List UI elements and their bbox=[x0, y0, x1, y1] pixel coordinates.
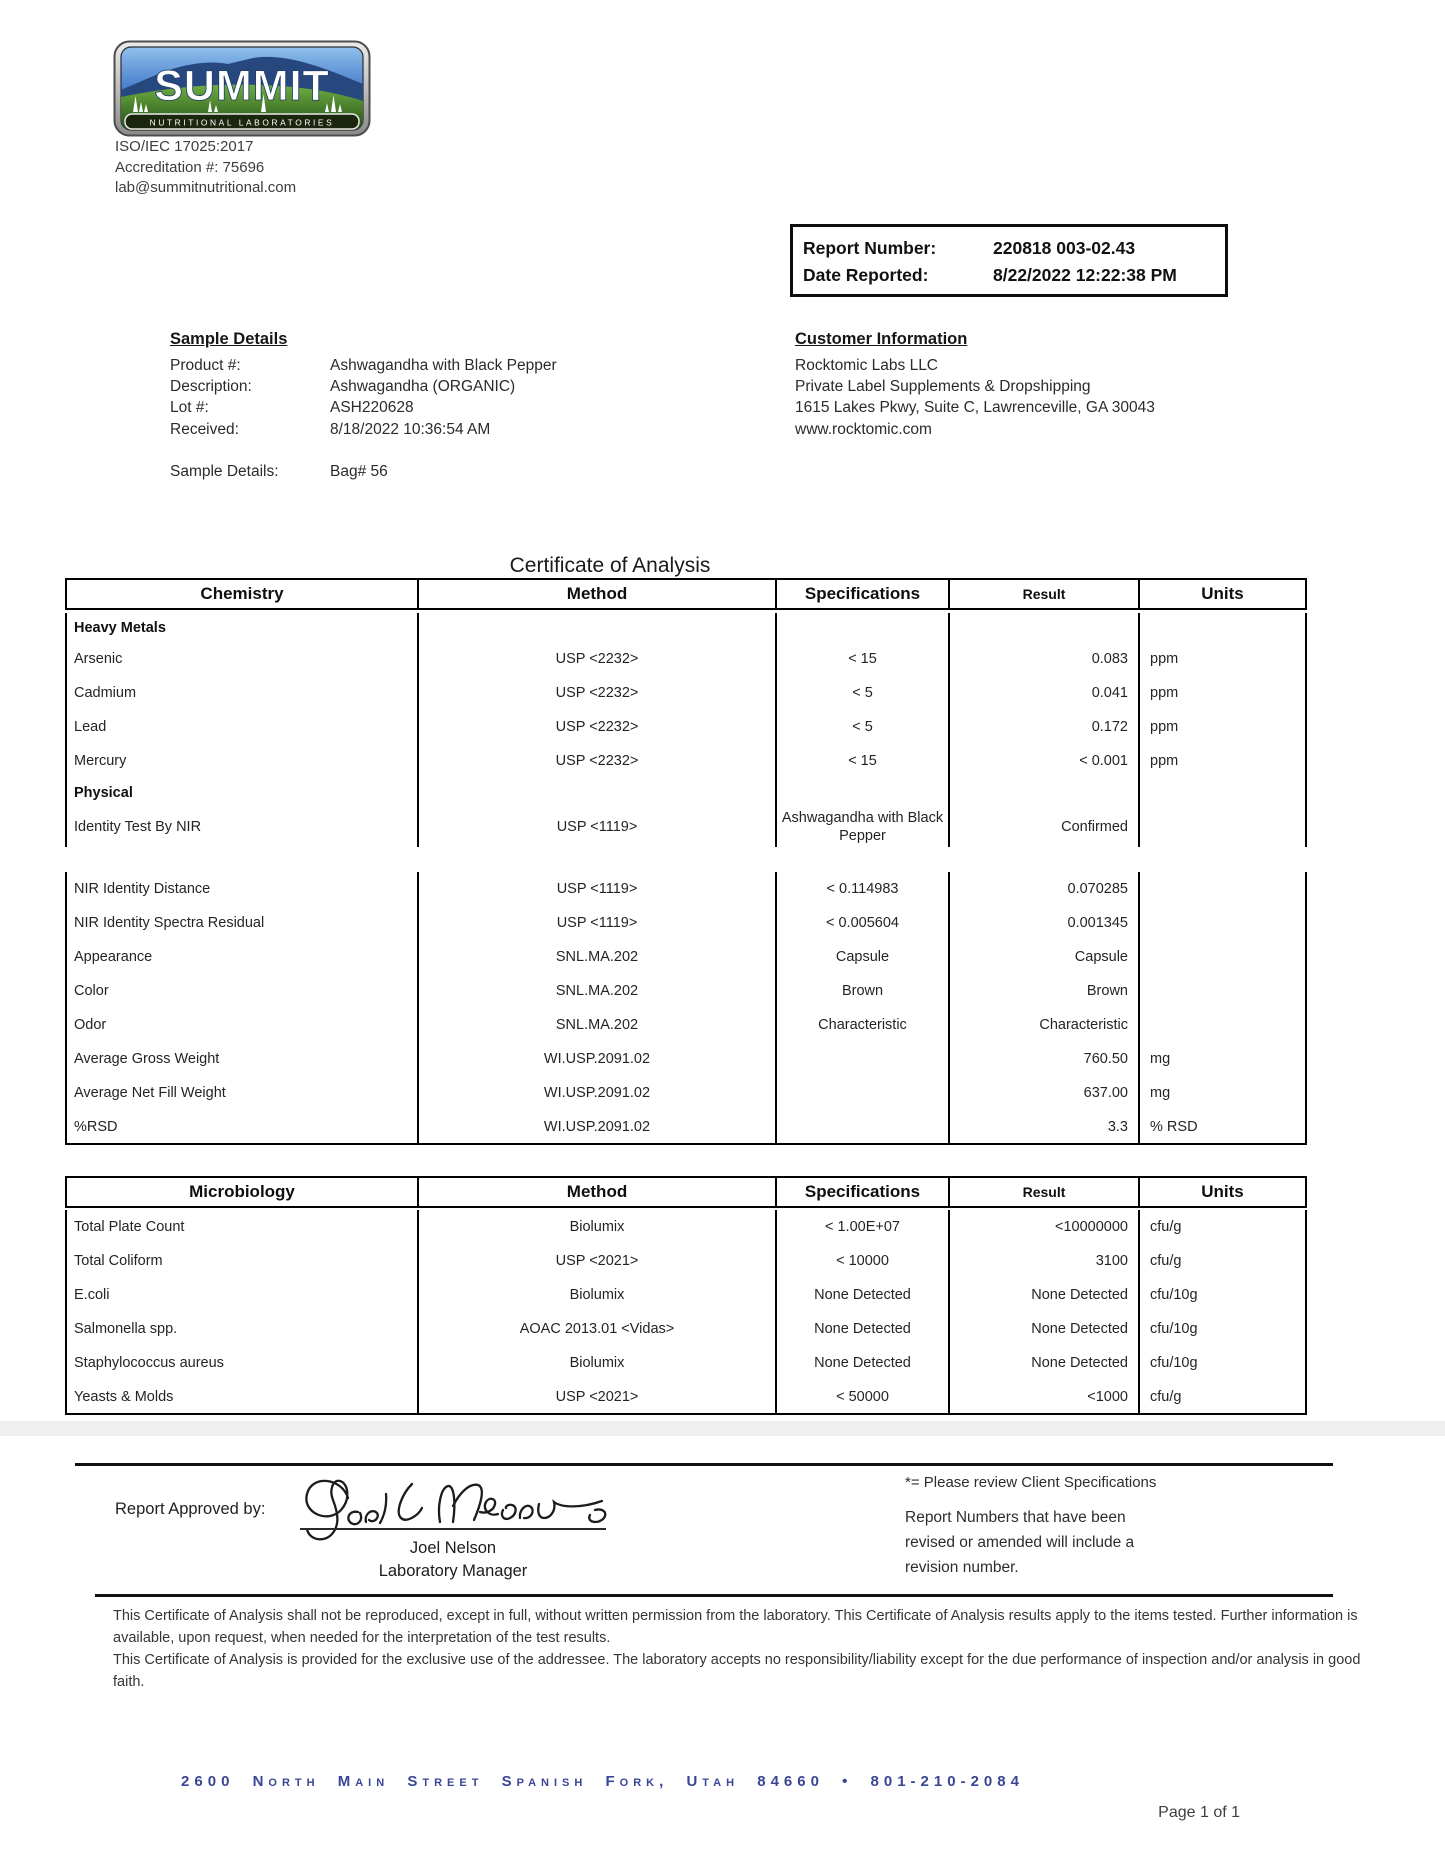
signatory-title: Laboratory Manager bbox=[378, 1562, 528, 1580]
table-row bbox=[66, 710, 1306, 744]
cell-name: Color bbox=[66, 974, 418, 1008]
table-row bbox=[66, 1210, 1306, 1244]
cell-units: ppm bbox=[1139, 642, 1306, 676]
sample-details-label: Sample Details: bbox=[170, 463, 279, 480]
table-row bbox=[66, 1380, 1306, 1414]
cell-result: 0.001345 bbox=[949, 906, 1139, 940]
cell-spec: < 0.114983 bbox=[776, 872, 949, 906]
chemistry-table-header bbox=[65, 578, 1307, 610]
cell-result: <1000 bbox=[949, 1380, 1139, 1414]
logo-title-text: SUMMIT bbox=[154, 62, 330, 110]
sample-detail-row bbox=[170, 397, 730, 418]
cell-result: None Detected bbox=[949, 1346, 1139, 1380]
cell-method: USP <1119> bbox=[418, 906, 776, 940]
page-title: Certificate of Analysis bbox=[509, 554, 711, 577]
cell-units: cfu/g bbox=[1139, 1380, 1306, 1414]
cell-spec bbox=[776, 1110, 949, 1144]
method-header-cell: Method bbox=[418, 1177, 776, 1207]
sample-bag-row bbox=[170, 461, 730, 482]
cell-name: Mercury bbox=[66, 744, 418, 778]
specifications-header-cell: Specifications bbox=[776, 579, 949, 609]
received-value: 8/18/2022 10:36:54 AM bbox=[330, 420, 491, 438]
microbiology-table-header bbox=[65, 1176, 1307, 1208]
cell-name: %RSD bbox=[66, 1110, 418, 1144]
cell-result: <10000000 bbox=[949, 1210, 1139, 1244]
logo-subtitle-text: NUTRITIONAL LABORATORIES bbox=[149, 117, 335, 128]
microbiology-header-row bbox=[66, 1177, 1306, 1207]
cell-units bbox=[1139, 872, 1306, 906]
client-specifications-note: *= Please review Client Specifications bbox=[905, 1474, 1157, 1491]
cell-name: Lead bbox=[66, 710, 418, 744]
cell-units: mg bbox=[1139, 1042, 1306, 1076]
table-row bbox=[66, 1278, 1306, 1312]
cell-units: cfu/g bbox=[1139, 1210, 1306, 1244]
table-section-row bbox=[66, 613, 1306, 642]
table-row bbox=[66, 807, 1306, 847]
report-info-box bbox=[790, 224, 1228, 297]
cell-spec: < 15 bbox=[776, 744, 949, 778]
customer-information-heading: Customer Information bbox=[795, 330, 968, 348]
sample-detail-row bbox=[170, 376, 730, 397]
cell-units bbox=[1139, 613, 1306, 642]
cell-units: cfu/g bbox=[1139, 1244, 1306, 1278]
lab-address-footer: 2600 North Main Street Spanish Fork, Utah 84660 • 801-210-2084 bbox=[181, 1773, 1024, 1790]
cell-result: 3.3 bbox=[949, 1110, 1139, 1144]
cell-result: Brown bbox=[949, 974, 1139, 1008]
signature-image bbox=[290, 1468, 620, 1546]
cell-method bbox=[418, 613, 776, 642]
microbiology-header-cell: Microbiology bbox=[66, 1177, 418, 1207]
cell-result: 0.083 bbox=[949, 642, 1139, 676]
customer-information-block bbox=[795, 355, 1355, 440]
cell-units bbox=[1139, 1008, 1306, 1042]
cell-method: Biolumix bbox=[418, 1346, 776, 1380]
accreditation-number-line: Accreditation #: 75696 bbox=[115, 159, 265, 176]
cell-method: USP <1119> bbox=[418, 872, 776, 906]
iso-accreditation-line: ISO/IEC 17025:2017 bbox=[115, 138, 254, 155]
signature-line bbox=[300, 1528, 606, 1530]
sample-details-heading: Sample Details bbox=[170, 330, 288, 348]
received-label: Received: bbox=[170, 420, 239, 438]
cell-spec: < 5 bbox=[776, 676, 949, 710]
cell-method: USP <2021> bbox=[418, 1244, 776, 1278]
cell-spec: Brown bbox=[776, 974, 949, 1008]
method-header-cell: Method bbox=[418, 579, 776, 609]
cell-spec: < 10000 bbox=[776, 1244, 949, 1278]
cell-units: % RSD bbox=[1139, 1110, 1306, 1144]
table-row bbox=[66, 1076, 1306, 1110]
table-row bbox=[66, 1346, 1306, 1380]
signatory-name: Joel Nelson bbox=[409, 1539, 497, 1557]
cell-name: Average Gross Weight bbox=[66, 1042, 418, 1076]
cell-result bbox=[949, 613, 1139, 642]
cell-method: USP <2021> bbox=[418, 1380, 776, 1414]
customer-website-line: www.rocktomic.com bbox=[795, 420, 932, 438]
cell-spec bbox=[776, 1042, 949, 1076]
description-value: Ashwagandha (ORGANIC) bbox=[330, 378, 516, 396]
cell-spec: < 15 bbox=[776, 642, 949, 676]
cell-spec bbox=[776, 1076, 949, 1110]
cell-name: Appearance bbox=[66, 940, 418, 974]
table-row bbox=[66, 906, 1306, 940]
table-row bbox=[66, 1110, 1306, 1144]
cell-result: None Detected bbox=[949, 1278, 1139, 1312]
table-row bbox=[66, 1244, 1306, 1278]
units-header-cell: Units bbox=[1139, 1177, 1306, 1207]
cell-spec bbox=[776, 613, 949, 642]
date-reported-value: 8/22/2022 12:22:38 PM bbox=[993, 265, 1177, 285]
signature-top-rule bbox=[75, 1463, 1333, 1466]
cell-units: ppm bbox=[1139, 676, 1306, 710]
cell-method: Biolumix bbox=[418, 1278, 776, 1312]
table-row bbox=[66, 1312, 1306, 1346]
report-approved-by-label: Report Approved by: bbox=[115, 1500, 266, 1518]
cell-method: SNL.MA.202 bbox=[418, 1008, 776, 1042]
revision-note: Report Numbers that have been revised or amended will include a revision number. bbox=[905, 1509, 1135, 1576]
cell-method: USP <1119> bbox=[418, 807, 776, 847]
cell-units: mg bbox=[1139, 1076, 1306, 1110]
customer-name-line: Rocktomic Labs LLC bbox=[795, 357, 939, 374]
cell-result: 0.041 bbox=[949, 676, 1139, 710]
summit-logo bbox=[113, 40, 371, 137]
cell-units bbox=[1139, 906, 1306, 940]
cell-name: Heavy Metals bbox=[66, 613, 418, 642]
chemistry-table-body-1 bbox=[65, 613, 1307, 847]
sample-detail-row bbox=[170, 419, 730, 440]
cell-units bbox=[1139, 778, 1306, 807]
report-number-row bbox=[803, 235, 1225, 262]
sample-detail-row bbox=[170, 355, 730, 376]
cell-name: Arsenic bbox=[66, 642, 418, 676]
table-row bbox=[66, 940, 1306, 974]
cell-method bbox=[418, 778, 776, 807]
table-row bbox=[66, 676, 1306, 710]
cell-units: cfu/10g bbox=[1139, 1346, 1306, 1380]
cell-method: USP <2232> bbox=[418, 744, 776, 778]
cell-method: WI.USP.2091.02 bbox=[418, 1042, 776, 1076]
chemistry-header-row bbox=[66, 579, 1306, 609]
cell-spec: < 1.00E+07 bbox=[776, 1210, 949, 1244]
cell-units bbox=[1139, 807, 1306, 847]
cell-result: 0.172 bbox=[949, 710, 1139, 744]
cell-spec: < 5 bbox=[776, 710, 949, 744]
cell-method: SNL.MA.202 bbox=[418, 940, 776, 974]
cell-result: None Detected bbox=[949, 1312, 1139, 1346]
description-label: Description: bbox=[170, 378, 252, 396]
cell-method: AOAC 2013.01 <Vidas> bbox=[418, 1312, 776, 1346]
cell-name: E.coli bbox=[66, 1278, 418, 1312]
microbiology-table-body bbox=[65, 1210, 1307, 1415]
cell-method: SNL.MA.202 bbox=[418, 974, 776, 1008]
cell-spec: None Detected bbox=[776, 1312, 949, 1346]
cell-name: Odor bbox=[66, 1008, 418, 1042]
cell-spec: Capsule bbox=[776, 940, 949, 974]
date-reported-label: Date Reported: bbox=[803, 265, 929, 285]
cell-method: WI.USP.2091.02 bbox=[418, 1076, 776, 1110]
cell-name: Identity Test By NIR bbox=[66, 807, 418, 847]
cell-name: Total Coliform bbox=[66, 1244, 418, 1278]
cell-spec: < 50000 bbox=[776, 1380, 949, 1414]
product-label: Product #: bbox=[170, 357, 241, 374]
cell-units: ppm bbox=[1139, 744, 1306, 778]
cell-result: 637.00 bbox=[949, 1076, 1139, 1110]
scan-artifact-band bbox=[0, 1421, 1445, 1436]
cell-spec: Ashwagandha with Black Pepper bbox=[776, 807, 949, 847]
cell-result: 0.070285 bbox=[949, 872, 1139, 906]
cell-name: NIR Identity Distance bbox=[66, 872, 418, 906]
result-header-cell: Result bbox=[949, 579, 1139, 609]
disclaimer-paragraph-1: This Certificate of Analysis shall not be reproduced, except in full, without written permission from the laboratory. This Certificate of Analysis results apply to the items tested. Further information is available, upon request, when needed for the interpretation of the test results. bbox=[113, 1608, 1358, 1646]
cell-method: USP <2232> bbox=[418, 642, 776, 676]
table-row bbox=[66, 872, 1306, 906]
sample-details-value: Bag# 56 bbox=[330, 463, 388, 480]
cell-spec: None Detected bbox=[776, 1278, 949, 1312]
cell-result: Capsule bbox=[949, 940, 1139, 974]
cell-spec bbox=[776, 778, 949, 807]
table-row bbox=[66, 744, 1306, 778]
cell-spec: None Detected bbox=[776, 1346, 949, 1380]
chemistry-table-body-2 bbox=[65, 872, 1307, 1145]
cell-name: Cadmium bbox=[66, 676, 418, 710]
cell-result: 3100 bbox=[949, 1244, 1139, 1278]
cell-method: USP <2232> bbox=[418, 676, 776, 710]
cell-name: Salmonella spp. bbox=[66, 1312, 418, 1346]
lot-label: Lot #: bbox=[170, 399, 209, 417]
cell-units bbox=[1139, 940, 1306, 974]
cell-spec: < 0.005604 bbox=[776, 906, 949, 940]
cell-units: ppm bbox=[1139, 710, 1306, 744]
signature-bottom-rule bbox=[95, 1594, 1333, 1597]
table-row bbox=[66, 1008, 1306, 1042]
units-header-cell: Units bbox=[1139, 579, 1306, 609]
cell-units: cfu/10g bbox=[1139, 1312, 1306, 1346]
cell-name: Physical bbox=[66, 778, 418, 807]
report-number-value: 220818 003-02.43 bbox=[993, 238, 1136, 258]
cell-name: Average Net Fill Weight bbox=[66, 1076, 418, 1110]
cell-method: WI.USP.2091.02 bbox=[418, 1110, 776, 1144]
cell-name: Staphylococcus aureus bbox=[66, 1346, 418, 1380]
lot-value: ASH220628 bbox=[330, 399, 414, 417]
cell-method: Biolumix bbox=[418, 1210, 776, 1244]
customer-tagline-line: Private Label Supplements & Dropshipping bbox=[795, 378, 1091, 396]
lab-email-line: lab@summitnutritional.com bbox=[115, 179, 297, 196]
cell-units bbox=[1139, 974, 1306, 1008]
date-reported-row bbox=[803, 262, 1225, 289]
cell-result: 760.50 bbox=[949, 1042, 1139, 1076]
cell-result: Confirmed bbox=[949, 807, 1139, 847]
cell-name: Yeasts & Molds bbox=[66, 1380, 418, 1414]
cell-units: cfu/10g bbox=[1139, 1278, 1306, 1312]
cell-spec: Characteristic bbox=[776, 1008, 949, 1042]
cell-result: < 0.001 bbox=[949, 744, 1139, 778]
cell-name: Total Plate Count bbox=[66, 1210, 418, 1244]
page-indicator: Page 1 of 1 bbox=[1158, 1804, 1240, 1821]
cell-name: NIR Identity Spectra Residual bbox=[66, 906, 418, 940]
customer-address-line: 1615 Lakes Pkwy, Suite C, Lawrenceville, GA 30043 bbox=[795, 399, 1155, 417]
cell-method: USP <2232> bbox=[418, 710, 776, 744]
chemistry-header-cell: Chemistry bbox=[66, 579, 418, 609]
product-value: Ashwagandha with Black Pepper bbox=[330, 357, 557, 374]
disclaimer-paragraph-2: This Certificate of Analysis is provided for the exclusive use of the addressee. The laboratory accepts no responsibility/liability except for the due performance of inspection and/or analysis in good faith. bbox=[113, 1652, 1361, 1690]
result-header-cell: Result bbox=[949, 1177, 1139, 1207]
table-row bbox=[66, 974, 1306, 1008]
report-number-label: Report Number: bbox=[803, 238, 937, 258]
sample-details-block bbox=[170, 355, 730, 440]
table-section-row bbox=[66, 778, 1306, 807]
cell-result bbox=[949, 778, 1139, 807]
cell-result: Characteristic bbox=[949, 1008, 1139, 1042]
table-row bbox=[66, 642, 1306, 676]
table-row bbox=[66, 1042, 1306, 1076]
specifications-header-cell: Specifications bbox=[776, 1177, 949, 1207]
